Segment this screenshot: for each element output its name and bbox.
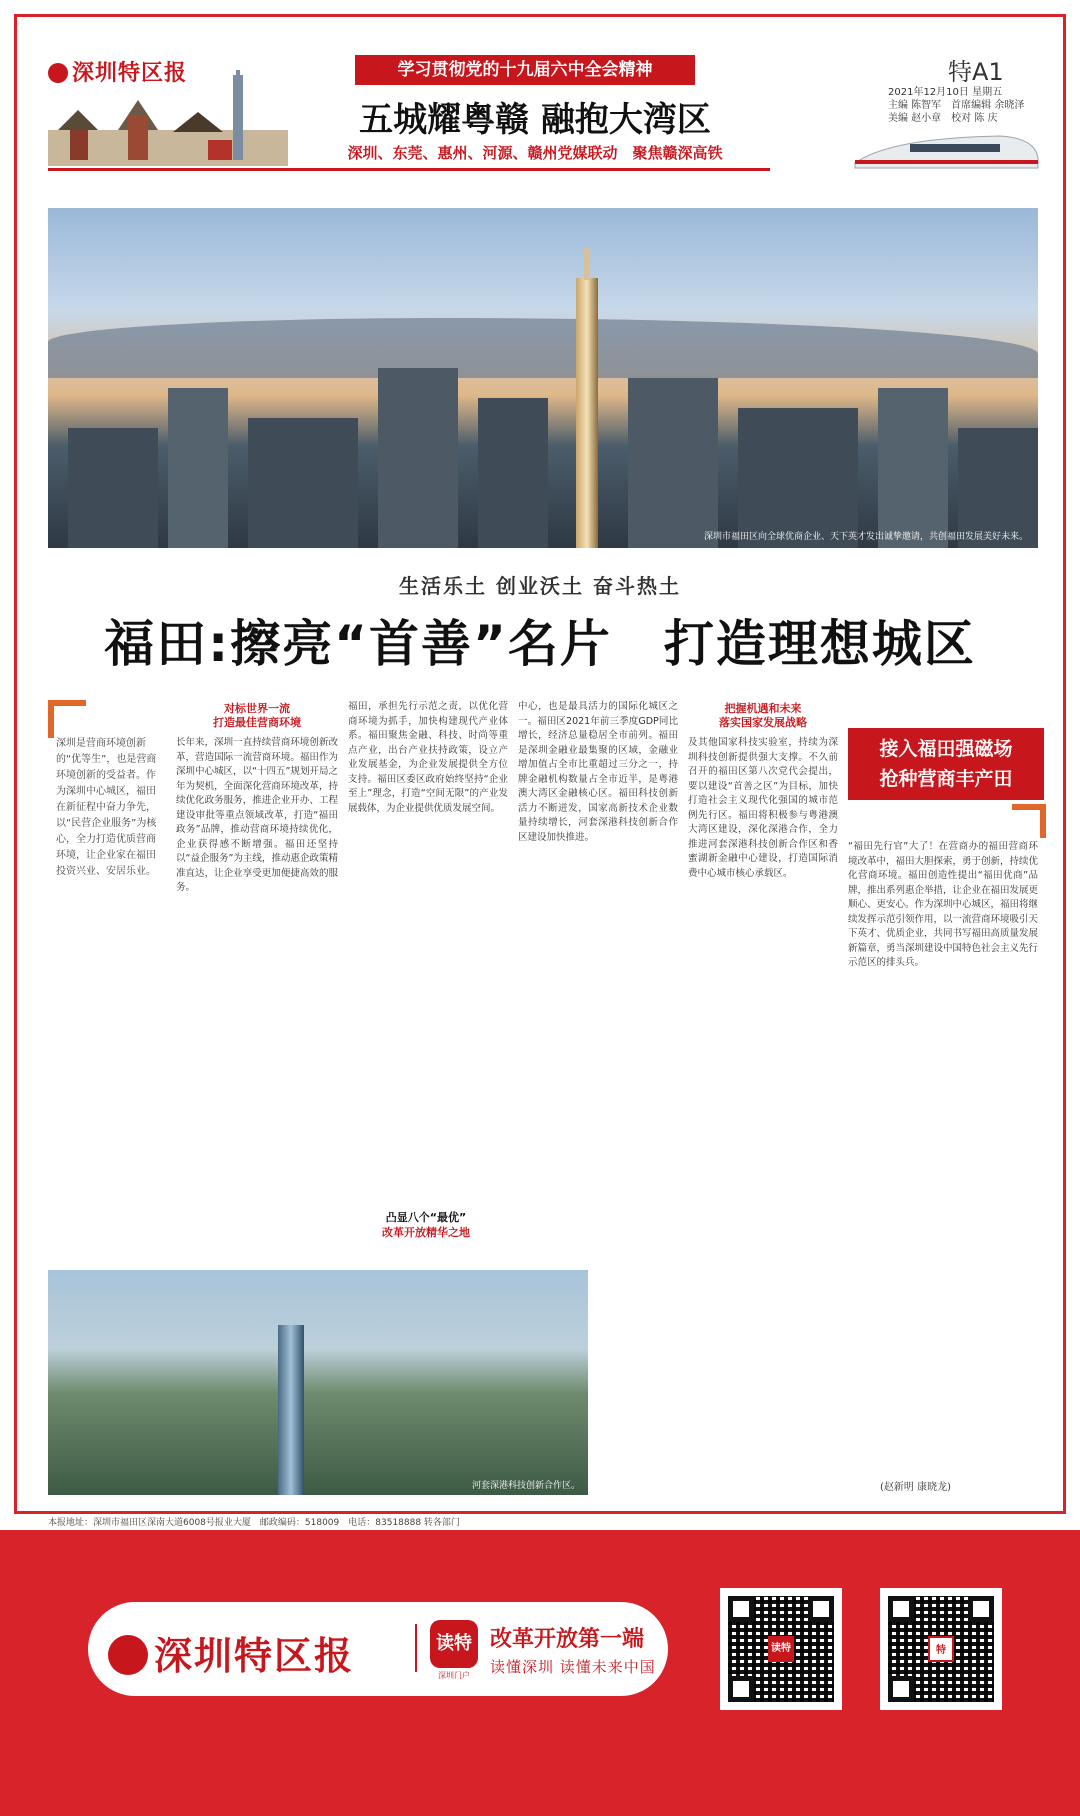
article-byline: (赵新明 康晓龙): [880, 1482, 951, 1493]
column-2-body: 福田，承担先行示范之责，以优化营商环境为抓手，加快构建现代产业体系。福田聚焦金融、科技、时尚等重点产业，出台产业扶持政策，设立产业发展基金，为企业发展提供全方位支持。福田区委区政府始终坚持“企业至上”理念，打造“空间无限”的产业发展载体，为企业提供优质发展空间。: [348, 701, 508, 814]
hero-city-photo: [48, 208, 1038, 548]
side-column-body: “福田先行官”大了！在营商办的福田营商环境改革中，福田大胆探索，勇于创新，持续优化营商环境。福田创造性提出“福田优商”品牌，推出系列惠企举措，让企业在福田发展更顺心、更安心。作为深圳中心城区，福田将继续发挥示范引领作用，以一流营商环境吸引天下英才、优质企业，共同书写福田高质量发展新篇章，勇当深圳建设中国特色社会主义先行示范区的排头兵。: [848, 841, 1038, 968]
editors-line-2: 美编 赵小章 校对 陈 庆: [888, 113, 998, 124]
qr-code-dute[interactable]: [720, 1588, 842, 1710]
section-subtitle: 深圳、东莞、惠州、河源、赣州党媒联动 聚焦赣深高铁: [347, 144, 723, 162]
date-line: 2021年12月10日 星期五: [888, 87, 1003, 98]
promo-slogan: 读懂深圳 读懂未来中国: [490, 1658, 656, 1676]
hero-building: [168, 388, 228, 548]
app-badge-sub: 深圳门户: [438, 1671, 470, 1680]
hero-mountains: [48, 318, 1038, 378]
promo-logo: 深圳特区报: [108, 1625, 354, 1680]
corner-bracket-icon: [48, 700, 86, 738]
corner-bracket-icon: [1012, 804, 1046, 838]
newspaper-logo: 深圳特区报: [48, 56, 187, 87]
hero-landmark-tower: [576, 278, 598, 548]
article-headline: 福田:擦亮“首善”名片 打造理想城区: [104, 615, 976, 673]
qr-code-tequbao[interactable]: [880, 1588, 1002, 1710]
hero-building: [738, 408, 858, 548]
hero-building: [478, 398, 548, 548]
column-4-body: 及其他国家科技实验室，持续为深圳科技创新提供强大支撑。不久前召开的福田区第八次党代会提出，要以建设“首善之区”为目标，加快打造社会主义现代化强国的城市范例先行区。福田将积极参与粤港澳大湾区建设，深化深港合作，全力推进河套深港科技创新合作区和香蜜湖新金融中心建设，打造国际消费中心城市核心承载区。: [688, 737, 838, 879]
qr-center-badge: 读特: [768, 1636, 794, 1662]
header-rule: [48, 168, 770, 171]
theme-banner: 学习贯彻党的十九届六中全会精神: [355, 55, 695, 85]
qr-finder-pattern: [728, 1596, 754, 1622]
promo-title: 改革开放第一端: [490, 1627, 645, 1652]
column-2-callout: [356, 1210, 496, 1240]
hero-building: [68, 428, 158, 548]
lead-text: 深圳是营商环境创新的“优等生”，也是营商环境创新的受益者。作为深圳中心城区，福田在新征程中奋力争先，以“民营企业服务”为核心，全力打造优质营商环境，让企业家在福田投资兴业、安居乐业。: [56, 738, 157, 877]
photo2-tower: [278, 1325, 304, 1495]
hero-building: [378, 368, 458, 548]
app-badge: 读特: [430, 1620, 478, 1668]
qr-finder-pattern: [808, 1596, 834, 1622]
high-speed-train-illustration: [850, 118, 1040, 180]
qr-finder-pattern: [968, 1596, 994, 1622]
column-4-heading: 把握机遇和未来 落实国家发展战略: [719, 702, 807, 729]
logo-seal-icon: [108, 1635, 148, 1675]
landmark-illustration: [48, 70, 288, 166]
page-number: 特A1: [948, 58, 1004, 86]
qr-finder-pattern: [728, 1676, 754, 1702]
qr-code-icon: [888, 1596, 994, 1702]
promo-divider: [415, 1624, 417, 1672]
editors-line-1: 主编 陈智军 首席编辑 余晓泽: [888, 100, 1025, 111]
hetao-zone-photo: [48, 1270, 588, 1495]
article-column-2: [348, 700, 508, 1200]
hero-building: [248, 418, 358, 548]
side-column: [848, 840, 1038, 1480]
qr-code-icon: [728, 1596, 834, 1702]
qr-center-badge: 特: [928, 1636, 954, 1662]
qr-finder-pattern: [888, 1596, 914, 1622]
section-title: 五城耀粤赣 融抱大湾区: [359, 100, 711, 140]
lead-box: [48, 700, 166, 1030]
side-highlight-box: 接入福田强磁场 抢种营商丰产田: [848, 728, 1044, 800]
article-column-4: [688, 700, 838, 1490]
callout-line-2: 改革开放精华之地: [382, 1226, 470, 1239]
qr-finder-pattern: [888, 1676, 914, 1702]
photo2-caption: 河套深港科技创新合作区。: [471, 1481, 580, 1491]
hero-building: [628, 378, 718, 548]
footer-address: 本报地址：深圳市福田区深南大道6008号报业大厦 邮政编码：518009 电话：83518888 转各部门: [48, 1518, 460, 1528]
callout-line-1: 凸显八个“最优”: [385, 1211, 467, 1224]
column-3-body: 中心，也是最具活力的国际化城区之一。福田区2021年前三季度GDP同比增长，经济总量稳居全市前列。福田是深圳金融业最集聚的区域，金融业增加值占全市比重超过三分之一，持牌金融机构数量占全市近半，是粤港澳大湾区金融核心区。福田科技创新活力不断迸发，国家高新技术企业数量持续增长，河套深港科技创新合作区建设加快推进。: [518, 701, 678, 843]
column-1-heading: 对标世界一流 打造最佳营商环境: [213, 702, 301, 729]
column-1-body: 长年来，深圳一直持续营商环境创新改革，营造国际一流营商环境。福田作为深圳中心城区，以“十四五”规划开局之年为契机，全面深化营商环境改革，持续优化政务服务，推进企业开办、工程建设审批等重点领域改革，打造“福田政务”品牌，推动营商环境持续优化，企业获得感不断增强。福田还坚持以“益企服务”为主线，推动惠企政策精准直达，让企业享受更加便捷高效的服务。: [176, 737, 338, 893]
hero-caption: 深圳市福田区向全球优商企业、天下英才发出诚挚邀请，共创福田发展美好未来。: [703, 532, 1028, 542]
article-kicker: 生活乐土 创业沃土 奋斗热土: [399, 574, 681, 598]
hero-building: [878, 388, 948, 548]
